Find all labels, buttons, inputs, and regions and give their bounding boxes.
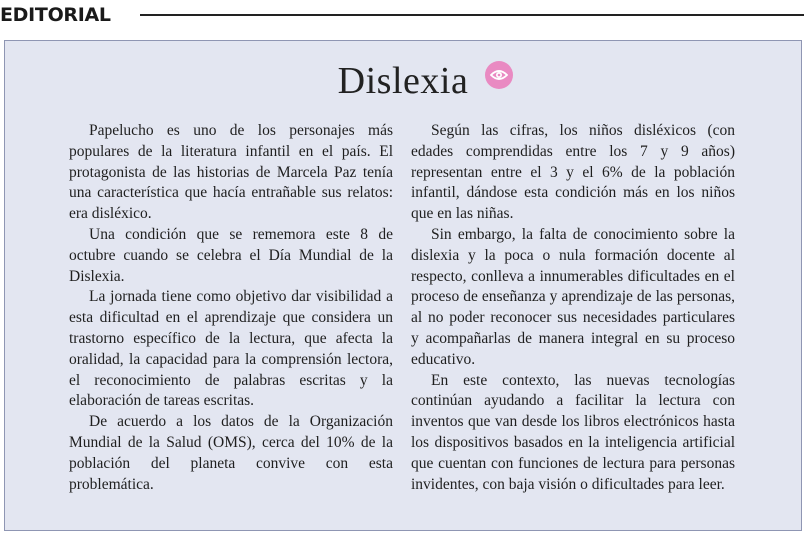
left-column bbox=[69, 121, 393, 495]
paragraph: De acuerdo a los datos de la Organización Mundial de la Salud (OMS), cerca del 10% de la población del planeta convive con esta problemática. bbox=[69, 413, 393, 493]
section-label: EDITORIAL bbox=[0, 4, 111, 26]
eye-icon bbox=[485, 61, 513, 89]
paragraph: Según las cifras, los niños disléxicos (con edades comprendidas entre los 7 y 9 años) representan entre el 3 y el 6% de la población infantil, dándose esta condición más en los niños que en las niñas. bbox=[411, 122, 735, 223]
editorial-box bbox=[4, 40, 802, 531]
paragraph: La jornada tiene como objetivo dar visibilidad a esta dificultad en el aprendizaje que considera un trastorno específico de la lectura, que afecta la oralidad, la capacidad para la comprensión lectora, el reconocimiento de palabras escritas y la elaboración de tareas escritas. bbox=[69, 288, 393, 410]
header-rule bbox=[140, 14, 804, 16]
paragraph: En este contexto, las nuevas tecnologías continúan ayudando a facilitar la lectura con inventos que van desde los libros electrónicos hasta los dispositivos basados en la inteligencia artificial que cuentan con funciones de lectura para personas invidentes, con baja visión o dificultades para leer. bbox=[411, 371, 735, 493]
paragraph: Papelucho es uno de los personajes más populares de la literatura infantil en el país. El protagonista de las historias de Marcela Paz tenía una característica que hacía entrañable sus relatos: era disléxico. bbox=[69, 122, 393, 223]
paragraph: Una condición que se rememora este 8 de octubre cuando se celebra el Día Mundial de la Dislexia. bbox=[69, 225, 393, 285]
article-title: Dislexia bbox=[337, 60, 469, 102]
right-column bbox=[411, 121, 735, 495]
paragraph: Sin embargo, la falta de conocimiento sobre la dislexia y la poca o nula formación docente al respecto, conlleva a innumerables dificultades en el proceso de enseñanza y aprendizaje de las personas, al no poder reconocer sus necesidades particulares y acompañarlas de manera integral en su proceso educativo. bbox=[411, 225, 735, 368]
